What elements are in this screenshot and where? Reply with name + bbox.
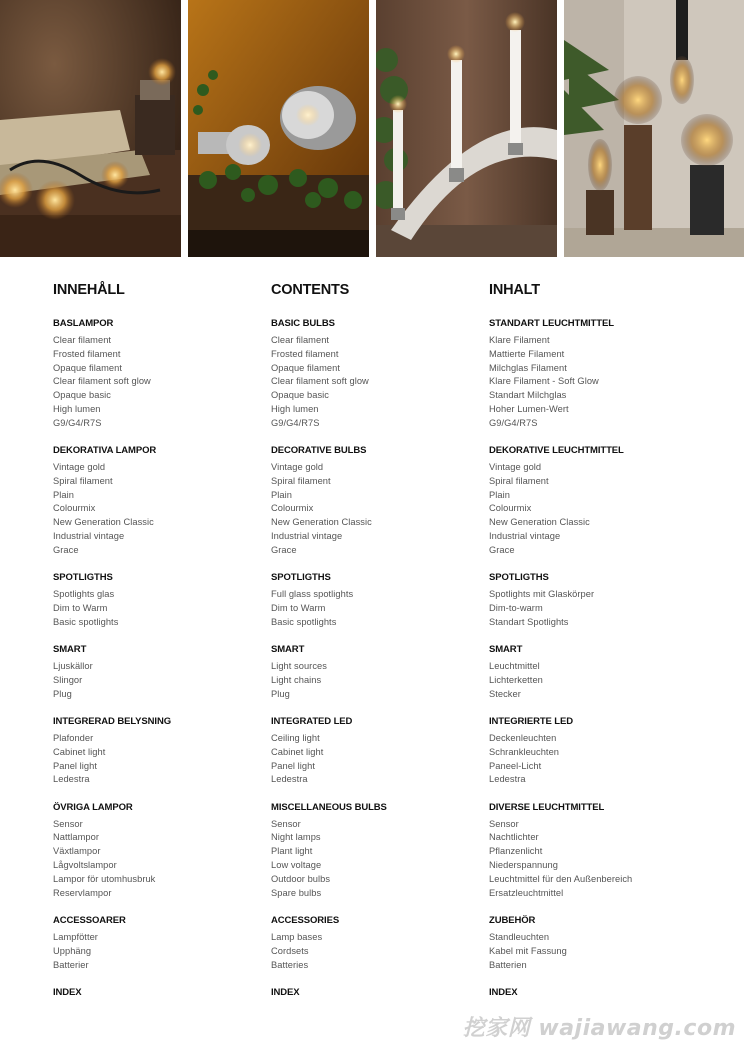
toc-item[interactable]: G9/G4/R7S [489,417,538,428]
toc-section [53,571,253,629]
section-item-list [271,660,471,701]
toc-item[interactable]: Opaque basic [53,390,111,401]
section-item-list [271,818,471,901]
toc-item[interactable]: Dim to Warm [271,602,326,613]
toc-item[interactable]: Spotlights glas [53,589,115,600]
toc-item[interactable]: Stecker [489,688,521,699]
section-heading[interactable]: BASLAMPOR [53,318,114,329]
toc-item[interactable]: Colourmix [489,503,532,514]
section-item-list [271,334,471,431]
section-heading[interactable]: SPOTLIGTHS [271,572,331,584]
photo-strip [0,0,744,257]
section-heading[interactable]: SMART [489,644,523,656]
section-heading[interactable]: INTEGRIERTE LED [489,715,574,727]
toc-item[interactable]: Cabinet light [271,746,324,757]
section-item-list [489,732,719,787]
toc-item[interactable]: Ledestra [53,774,90,785]
toc-item[interactable]: Dim-to-warm [489,602,543,613]
toc-item[interactable]: Vintage gold [489,462,542,473]
toc-item[interactable]: Outdoor bulbs [271,873,331,884]
toc-item[interactable]: Opaque filament [271,362,340,373]
section-heading[interactable]: SMART [271,644,305,656]
contents-column-german [489,281,719,1012]
section-item-list [489,588,719,629]
section-heading[interactable]: INDEX [271,986,300,998]
toc-item[interactable]: Grace [53,544,79,555]
toc-section [271,801,471,901]
section-heading[interactable]: INDEX [53,986,82,998]
photo-filament-bulbs-on-wood-bases [564,0,744,257]
toc-item[interactable]: Grace [489,544,515,555]
toc-item[interactable]: New Generation Classic [53,517,154,528]
toc-section [271,317,471,431]
section-heading[interactable]: SMART [53,644,87,656]
toc-item[interactable]: Low voltage [271,860,322,871]
toc-section [53,643,253,701]
section-heading[interactable]: ÖVRIGA LAMPOR [53,801,133,813]
toc-item[interactable]: Mattierte Filament [489,348,565,359]
section-heading[interactable]: SPOTLIGTHS [489,572,549,584]
toc-section [53,801,253,901]
toc-section [489,986,719,999]
toc-item[interactable]: Clear filament [271,335,330,345]
toc-item[interactable]: Leuchtmittel [489,661,540,672]
toc-item[interactable]: Pflanzenlicht [489,846,543,857]
section-item-list [271,732,471,787]
toc-item[interactable]: Plant light [271,846,313,857]
toc-item[interactable]: Spare bulbs [271,887,322,898]
toc-item[interactable]: Light chains [271,674,322,685]
toc-item[interactable]: G9/G4/R7S [53,417,102,428]
toc-section [489,444,719,558]
section-heading[interactable]: DEKORATIVA LAMPOR [53,445,157,457]
section-heading[interactable]: ZUBEHÖR [489,914,536,926]
toc-item[interactable]: Basic spotlights [271,616,337,627]
toc-section [53,444,253,558]
photo-filament-bulbs-on-books [0,0,181,257]
toc-item[interactable]: Ledestra [271,774,308,785]
toc-item[interactable]: Cabinet light [53,746,106,757]
toc-item[interactable]: Ersatzleuchtmittel [489,887,564,898]
toc-section [53,715,253,787]
toc-item[interactable]: Clear filament soft glow [53,376,151,387]
toc-item[interactable]: Cordsets [271,945,309,956]
column-title: INHALT [489,282,540,298]
toc-section [53,317,253,431]
toc-section [271,715,471,787]
toc-section [53,986,253,999]
toc-item[interactable]: Colourmix [53,503,96,514]
toc-item[interactable]: Frosted filament [53,348,121,359]
toc-item[interactable]: G9/G4/R7S [271,417,320,428]
toc-item[interactable]: Spiral filament [489,475,549,486]
section-item-list [53,931,253,972]
toc-item[interactable]: Sensor [53,818,83,829]
toc-item[interactable]: Niederspannung [489,860,558,871]
section-item-list [53,461,253,558]
toc-item[interactable]: Milchglas Filament [489,362,567,373]
toc-item[interactable]: New Generation Classic [271,517,372,528]
column-title: CONTENTS [271,282,350,298]
section-item-list [53,732,253,787]
toc-item[interactable]: Sensor [271,818,301,829]
toc-item[interactable]: Lamp bases [271,931,323,942]
toc-item[interactable]: Light sources [271,661,327,672]
toc-section [489,317,719,431]
toc-item[interactable]: Full glass spotlights [271,589,354,600]
toc-item[interactable]: Industrial vintage [53,531,125,542]
watermark: 挖家网 wajiawang.com [462,1016,736,1041]
toc-item[interactable]: Plug [53,688,72,699]
toc-item[interactable]: Ljuskällor [53,661,93,672]
toc-item[interactable]: Frosted filament [271,348,339,359]
contents-column-swedish [53,281,253,1012]
section-heading[interactable]: INTEGRATED LED [271,715,353,727]
toc-item[interactable]: Deckenleuchten [489,732,557,743]
toc-section [271,643,471,701]
toc-item[interactable]: Standart Spotlights [489,616,569,627]
section-item-list [489,461,719,558]
toc-item[interactable]: Colourmix [271,503,314,514]
toc-item[interactable]: Plug [271,688,290,699]
toc-item[interactable]: Växtlampor [53,846,101,857]
toc-item[interactable]: Panel light [53,760,97,771]
section-item-list [271,461,471,558]
toc-item[interactable]: Plafonder [53,732,94,743]
section-heading[interactable]: SPOTLIGTHS [53,572,113,584]
toc-item[interactable]: Dim to Warm [53,602,108,613]
toc-section [271,571,471,629]
toc-item[interactable]: Slingor [53,674,83,685]
toc-item[interactable]: Opaque filament [53,362,122,373]
toc-item[interactable]: Klare Filament [489,335,550,345]
toc-item[interactable]: Paneel-Licht [489,760,542,771]
toc-item[interactable]: Standart Milchglas [489,390,567,401]
toc-section [271,444,471,558]
toc-item[interactable]: Spiral filament [271,475,331,486]
toc-item[interactable]: High lumen [271,403,319,414]
section-heading[interactable]: INTEGRERAD BELYSNING [53,715,171,727]
section-item-list [489,818,719,901]
toc-item[interactable]: Night lamps [271,832,321,843]
toc-section [489,571,719,629]
toc-section [271,986,471,999]
section-heading[interactable]: STANDART LEUCHTMITTEL [489,318,614,329]
toc-item[interactable]: Lampfötter [53,931,98,942]
toc-item[interactable]: Clear filament soft glow [271,376,369,387]
toc-item[interactable]: Industrial vintage [489,531,561,542]
toc-item[interactable]: New Generation Classic [489,517,590,528]
toc-item[interactable]: Hoher Lumen-Wert [489,403,569,414]
toc-item[interactable]: Batteries [271,959,309,970]
section-heading[interactable]: DIVERSE LEUCHTMITTEL [489,801,605,813]
toc-item[interactable]: Plain [271,489,292,500]
section-item-list [53,334,253,431]
toc-item[interactable]: Kabel mit Fassung [489,945,567,956]
section-item-list [53,818,253,901]
toc-item[interactable]: Lampor för utomhusbruk [53,873,156,884]
section-item-list [489,931,719,972]
photo-spotlight-bulbs-with-ivy [188,0,369,257]
toc-item[interactable]: Grace [271,544,297,555]
toc-section [271,914,471,972]
toc-item[interactable]: Lågvoltslampor [53,860,117,871]
toc-item[interactable]: Clear filament [53,335,112,345]
section-heading[interactable]: BASIC BULBS [271,318,335,329]
toc-item[interactable]: Vintage gold [53,462,106,473]
contents-column-english [271,281,471,1012]
section-heading[interactable]: INDEX [489,986,518,998]
toc-item[interactable]: Schrankleuchten [489,746,560,757]
toc-item[interactable]: Leuchtmittel für den Außenbereich [489,873,633,884]
toc-item[interactable]: Spotlights mit Glaskörper [489,589,595,600]
toc-section [53,914,253,972]
section-heading[interactable]: DECORATIVE BULBS [271,445,367,457]
toc-item[interactable]: Nattlampor [53,832,99,843]
toc-item[interactable]: Opaque basic [271,390,329,401]
toc-item[interactable]: Plain [53,489,74,500]
toc-section [489,801,719,901]
toc-item[interactable]: Upphäng [53,945,92,956]
toc-item[interactable]: Panel light [271,760,315,771]
section-item-list [489,334,719,431]
section-heading[interactable]: ACCESSOARER [53,914,126,926]
photo-candle-arch [376,0,557,257]
toc-item[interactable]: Spiral filament [53,475,113,486]
toc-item[interactable]: Ledestra [489,774,526,785]
toc-item[interactable]: Batterien [489,959,527,970]
section-item-list [53,588,253,629]
column-title: INNEHÅLL [53,282,125,298]
section-item-list [489,660,719,701]
toc-item[interactable]: Klare Filament - Soft Glow [489,376,599,387]
toc-item[interactable]: Ceiling light [271,732,320,743]
toc-item[interactable]: Sensor [489,818,519,829]
toc-item[interactable]: Nachtlichter [489,832,539,843]
toc-item[interactable]: Batterier [53,959,89,970]
toc-item[interactable]: Plain [489,489,510,500]
toc-item[interactable]: High lumen [53,403,101,414]
section-item-list [271,588,471,629]
toc-section [489,914,719,972]
section-heading[interactable]: ACCESSORIES [271,914,340,926]
section-heading[interactable]: MISCELLANEOUS BULBS [271,801,387,813]
section-item-list [271,931,471,972]
toc-section [489,643,719,701]
toc-item[interactable]: Reservlampor [53,887,112,898]
toc-item[interactable]: Basic spotlights [53,616,119,627]
toc-item[interactable]: Standleuchten [489,931,550,942]
toc-item[interactable]: Vintage gold [271,462,324,473]
section-heading[interactable]: DEKORATIVE LEUCHTMITTEL [489,445,624,457]
section-item-list [53,660,253,701]
toc-section [489,715,719,787]
toc-item[interactable]: Lichterketten [489,674,543,685]
toc-item[interactable]: Industrial vintage [271,531,343,542]
